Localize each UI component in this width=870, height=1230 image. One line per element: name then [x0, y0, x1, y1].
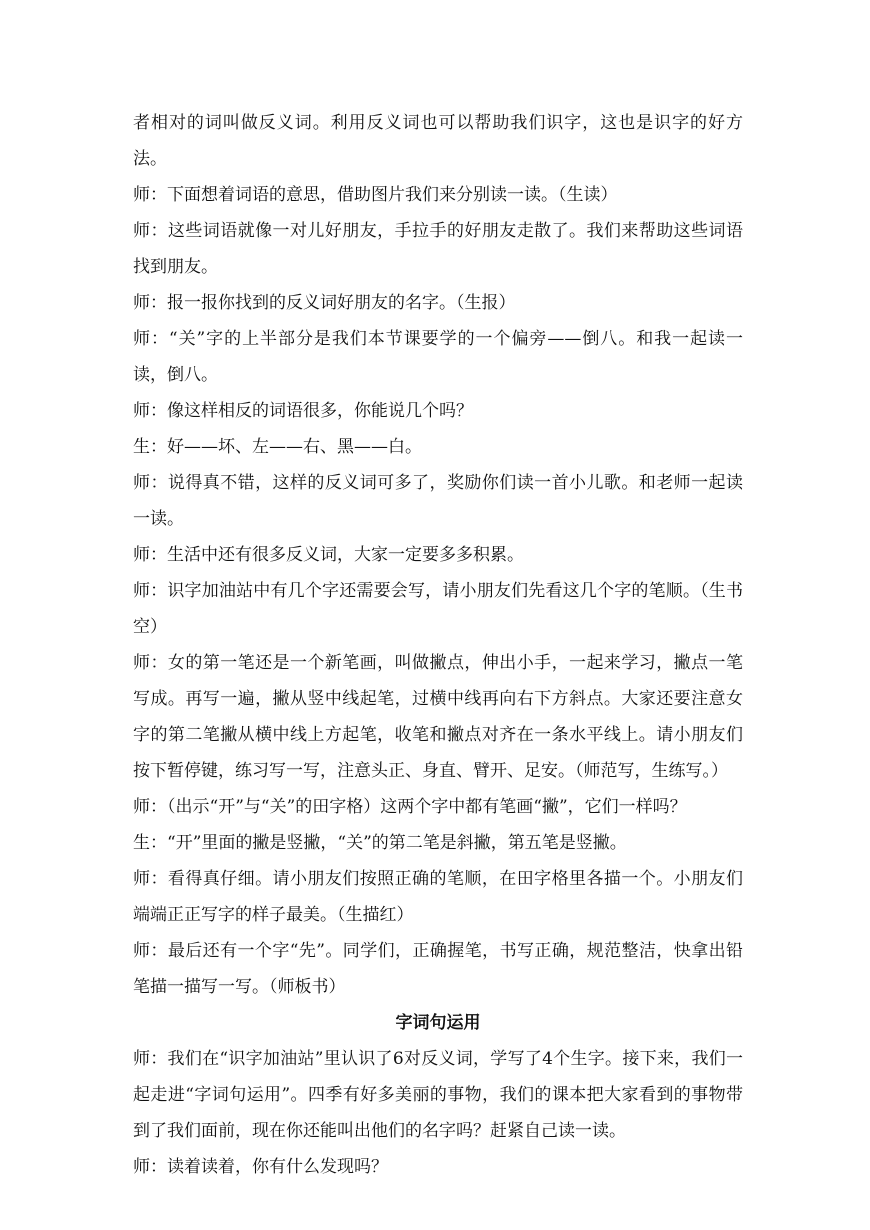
paragraph: 师：读着读着，你有什么发现吗？ — [133, 1157, 388, 1177]
paragraph: 生：好——坏、左——右、黑——白。 — [133, 437, 422, 457]
document-body — [133, 105, 743, 1185]
paragraph: 师：生活中还有很多反义词，大家一定要多多积累。 — [133, 545, 524, 565]
section-heading: 字词句运用 — [395, 1013, 481, 1033]
paragraph: 者相对的词叫做反义词。利用反义词也可以帮助我们识字，这也是识字的好方法。 — [133, 113, 743, 169]
paragraph: 师：像这样相反的词语很多，你能说几个吗？ — [133, 401, 473, 421]
paragraph: 师：报一报你找到的反义词好朋友的名字。（生报） — [133, 293, 516, 313]
paragraph: 师：最后还有一个字“先”。同学们，正确握笔，书写正确，规范整洁，快拿出铅笔描一描写一写。（师板书） — [133, 941, 743, 997]
paragraph: 师：下面想着词语的意思，借助图片我们来分别读一读。（生读） — [133, 185, 618, 205]
paragraph: 师：识字加油站中有几个字还需要会写，请小朋友们先看这几个字的笔顺。（生书空） — [133, 581, 743, 637]
paragraph: 师：（出示“开”与“关”的田字格）这两个字中都有笔画“撇”，它们一样吗？ — [133, 797, 687, 817]
paragraph: 师：这些词语就像一对儿好朋友，手拉手的好朋友走散了。我们来帮助这些词语找到朋友。 — [133, 221, 743, 277]
paragraph: 师：“关”字的上半部分是我们本节课要学的一个偏旁——倒八。和我一起读一读，倒八。 — [133, 329, 743, 385]
paragraph: 师：说得真不错，这样的反义词可多了，奖励你们读一首小儿歌。和老师一起读一读。 — [133, 473, 743, 529]
paragraph: 师：看得真仔细。请小朋友们按照正确的笔顺，在田字格里各描一个。小朋友们端端正正写字的样子最美。（生描红） — [133, 869, 743, 925]
paragraph: 生：“开”里面的撇是竖撇，“关”的第二笔是斜撇，第五笔是竖撇。 — [133, 833, 627, 853]
paragraph: 师：我们在“识字加油站”里认识了6对反义词，学写了4个生字。接下来，我们一起走进“字词句运用”。四季有好多美丽的事物，我们的课本把大家看到的事物带到了我们面前，现在你还能叫出他们的名字吗？赶紧自己读一读。 — [133, 1049, 743, 1141]
paragraph: 师：女的第一笔还是一个新笔画，叫做撇点，伸出小手，一起来学习，撇点一笔写成。再写一遍，撇从竖中线起笔，过横中线再向右下方斜点。大家还要注意女字的第二笔撇从横中线上方起笔，收笔和撇点对齐在一条水平线上。请小朋友们按下暂停键，练习写一写，注意头正、身直、臂开、足安。（师范写，生练写。） — [133, 653, 743, 781]
